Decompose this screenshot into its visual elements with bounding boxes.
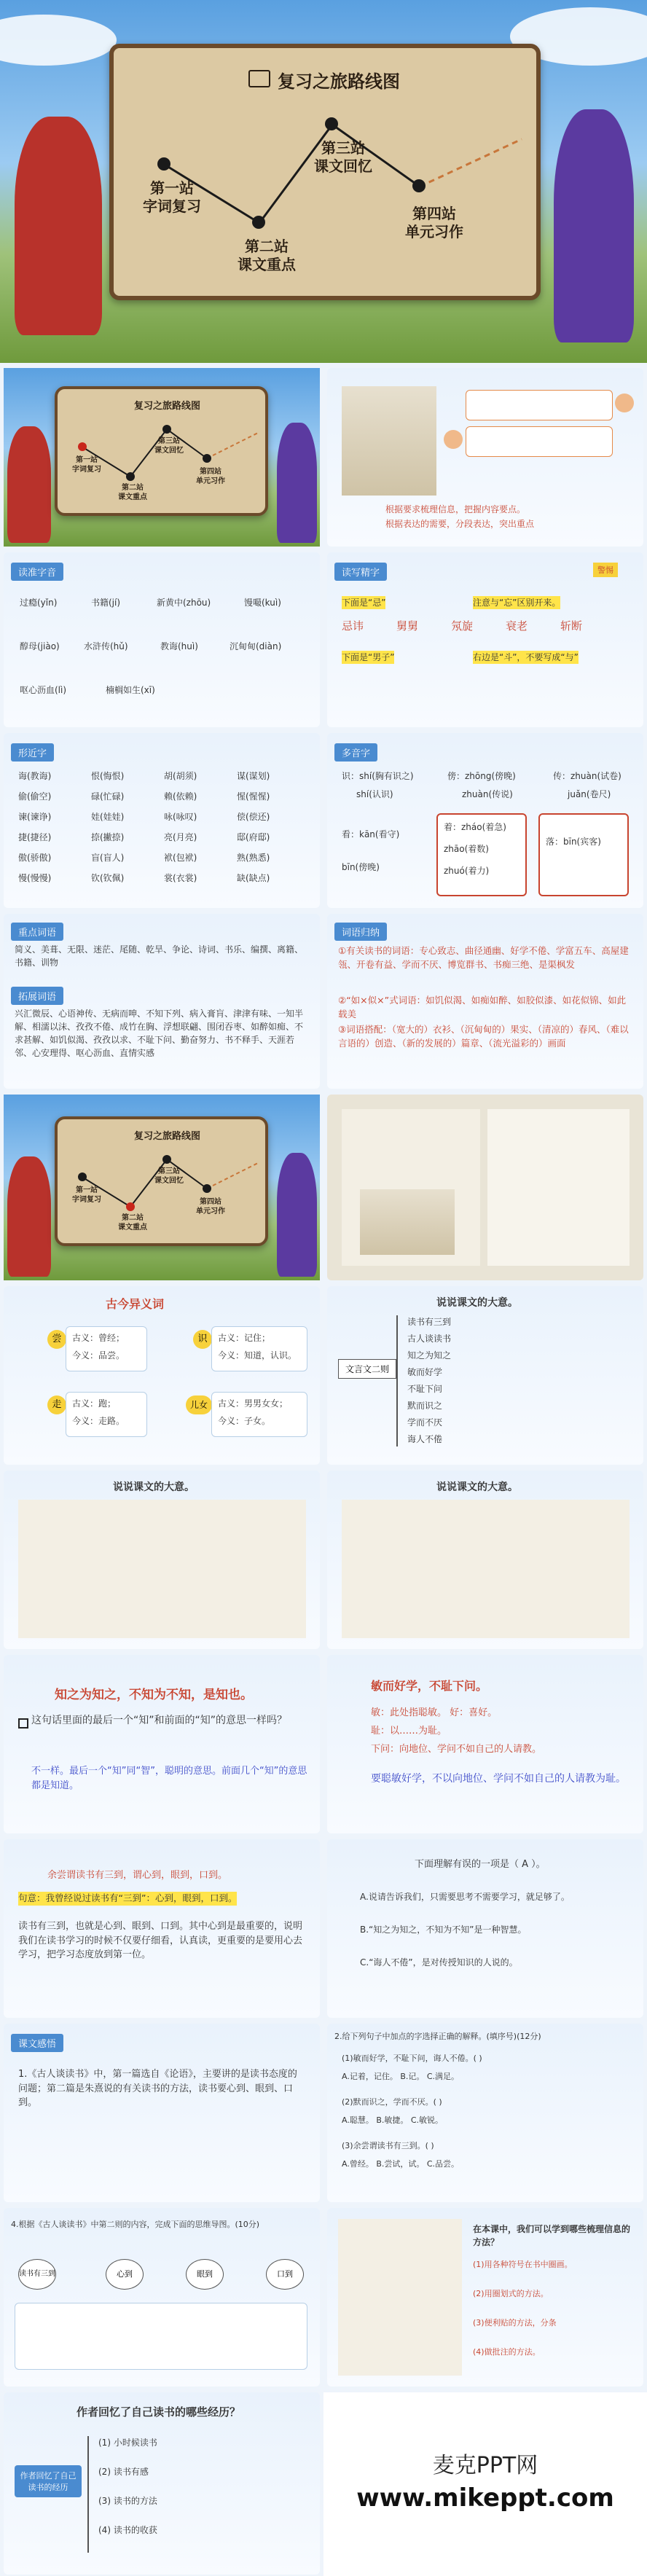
station-node-4 <box>203 1184 211 1193</box>
similar-char-item: 恨(悔恨) <box>91 771 125 781</box>
meaning-card: 古义：男男女女； 今义：子女。 <box>211 1392 307 1437</box>
section-tag: 多音字 <box>334 743 377 762</box>
pinyin-word: 水浒传(hǔ) <box>84 641 128 651</box>
station-node-1 <box>157 157 170 171</box>
similar-char-item: 谏(谏诤) <box>18 812 52 822</box>
word-summary-slide <box>327 914 643 1089</box>
station-4-label: 第四站 单元习作 <box>196 1198 225 1215</box>
child-left-figure <box>7 1156 51 1277</box>
station-node-1 <box>78 442 87 451</box>
similar-char-item: 盲(盲人) <box>91 853 125 863</box>
exercise-title: 2.给下列句子中加点的字选择正确的解释。(填序号)(12分) <box>334 2032 541 2041</box>
textbook-scan <box>338 2219 462 2376</box>
similar-char-item: 捺(撇捺) <box>91 832 125 842</box>
pinyin-word: 楠榈如生(xī) <box>106 685 155 695</box>
polyphone-row: zhuó(着力) <box>444 866 490 876</box>
summary-text: 要聪敏好学，不以向地位、学问不如自己的人请教为耻。 <box>371 1773 626 1785</box>
feeling-text: 1.《古人谈读书》中，第一篇选自《论语》，主要讲的是读书态度的问题；第二篇是朱熹说的有关读书的方法，读书要心到、眼到、口到。 <box>18 2069 297 2108</box>
char-item: 氖旋 <box>451 619 474 633</box>
polyphone-row: zhāo(着数) <box>444 844 489 854</box>
method-item: (4)做批注的方法。 <box>473 2347 541 2357</box>
method-item: (3)便利贴的方法，分条 <box>473 2318 557 2328</box>
question-text: 这句话里面的最后一个“知”和前面的“知”的意思一样吗？ <box>31 1715 288 1726</box>
title-sentence: 余尝谓读书有三到，谓心到，眼到，口到。 <box>47 1870 228 1881</box>
textbook-scan <box>18 1500 306 1638</box>
feeling-slide <box>4 2024 320 2202</box>
station-node-1 <box>78 1172 87 1181</box>
option-c: C.“诲人不倦”，是对传授知识的人说的。 <box>360 1957 518 1968</box>
char-item: 忌讳 <box>342 619 364 633</box>
station-3-label: 第三站 课文回忆 <box>154 1167 184 1185</box>
mindmap-center: 文言文二则 <box>338 1359 396 1379</box>
mindmap-item: 敏而好学 <box>407 1367 443 1377</box>
textbook-page-slide <box>327 1095 643 1280</box>
polyphone-row: bīn(傍晚) <box>342 862 380 872</box>
similar-char-item: 钦(钦佩) <box>91 873 125 883</box>
experience-item: (2) 读书有感 <box>98 2467 149 2477</box>
section-tag: 形近字 <box>11 743 54 762</box>
station-3-label: 第三站 课文回忆 <box>314 139 372 175</box>
mindmap-item: 学而不厌 <box>407 1417 443 1428</box>
exercise-slide <box>327 2024 643 2202</box>
route-map-scroll <box>55 386 268 516</box>
similar-char-item: 谋(谋划) <box>237 771 270 781</box>
route-map-slide-small <box>4 1095 320 1280</box>
diligent-slide <box>327 1655 643 1833</box>
similar-chars-slide <box>4 733 320 908</box>
pinyin-word: 新黄中(zhōu) <box>157 598 211 608</box>
experience-item: (3) 读书的方法 <box>98 2496 157 2506</box>
station-1-label: 第一站 字词复习 <box>72 456 101 474</box>
word-circle: 走 <box>47 1395 66 1414</box>
mindmap-node: 眼到 <box>186 2259 224 2290</box>
pinyin-word: 醇母(jiào) <box>20 641 60 651</box>
key-words-text: 简义、美葺、无限、迷茫、尾随、乾旱、争论、诗词、书乐、编撰、离籍、书籍、训物 <box>15 944 304 968</box>
char-item: 衰老 <box>506 619 528 633</box>
ancient-words-slide <box>4 1286 320 1465</box>
section-tag: 重点词语 <box>11 923 63 941</box>
station-3-label: 第三站 课文回忆 <box>154 437 184 455</box>
station-2-label: 第二站 课文重点 <box>238 238 296 273</box>
mindmap-item: 默而识之 <box>407 1401 443 1411</box>
mindmap-branch <box>87 2436 89 2553</box>
similar-char-item: 缺(缺点) <box>237 873 270 883</box>
summary-line: ②“如×似×”式词语：如饥似渴、如痴如醉、如胶似漆、如花似锦、如此载美 <box>338 995 627 1019</box>
similar-char-item: 慢(慢慢) <box>18 873 52 883</box>
speech-bubble <box>466 426 613 457</box>
key-words-slide <box>4 914 320 1089</box>
meaning-card: 古义：曾经； 今义：品尝。 <box>66 1326 147 1371</box>
word-circle: 儿女 <box>186 1395 212 1414</box>
mindmap-item: 不耻下问 <box>407 1384 443 1394</box>
station-node-4 <box>412 179 426 192</box>
child-left-figure <box>15 117 102 335</box>
experience-item: (4) 读书的收获 <box>98 2525 157 2535</box>
three-points-slide <box>4 1839 320 2018</box>
goal-text-1: 根据要求梳理信息，把握内容要点。 <box>385 504 526 514</box>
reading-guide-slide <box>327 368 643 547</box>
translation-text: 句意：我曾经说过读书有“三到”：心到，眼到，口到。 <box>18 1892 237 1906</box>
avatar <box>444 430 463 449</box>
mindmap-item: 知之为知之 <box>407 1350 452 1361</box>
char-grid <box>18 770 310 901</box>
exercise-row: (2)默而识之，学而不厌。( ) <box>342 2097 442 2107</box>
rule-note: 右边是“斗”，不要写成“与” <box>473 652 579 662</box>
station-node-3 <box>325 117 338 130</box>
char-item: 舅舅 <box>396 619 419 633</box>
gloss-line: 敏：此处指聪敏。 好：喜好。 <box>371 1707 498 1718</box>
summary-line: ③词语搭配：（宽大的）衣衫、（沉甸甸的）果实、（清凉的）春风、（难以言语的）创造、（新的发展的）篇章、（流光溢彩的）画面 <box>338 1024 629 1049</box>
hero-title: 复习之旅路线图 <box>278 71 400 92</box>
option-b: B.“知之为知之，不知为不知”是一种智慧。 <box>360 1925 527 1935</box>
textbook-page-right <box>487 1109 630 1266</box>
section-tag: 读准字音 <box>11 563 63 581</box>
polyphone-row: 传：zhuàn(试卷) <box>553 771 621 781</box>
station-4-label: 第四站 单元习作 <box>405 205 463 240</box>
station-node-2 <box>252 216 265 229</box>
word-circle: 尝 <box>47 1330 66 1349</box>
route-map-slide-small <box>4 368 320 547</box>
gloss-line: 下问：向地位、学问不如自己的人请教。 <box>371 1744 542 1755</box>
polyphone-row: juǎn(卷尺) <box>568 789 611 799</box>
similar-char-item: 亮(月亮) <box>164 832 197 842</box>
meaning-card: 古义：记住； 今义：知道，认识。 <box>211 1326 307 1371</box>
exercise-row: A.记着，记住。 B.记。 C.满足。 <box>342 2072 460 2081</box>
station-node-3 <box>162 425 171 434</box>
mindmap-node: 心到 <box>106 2259 144 2290</box>
know-question-slide <box>4 1655 320 1833</box>
slide-title: 说说课文的大意。 <box>113 1481 195 1493</box>
method-item: (1)用各种符号在书中圈画。 <box>473 2260 573 2269</box>
experience-slide <box>4 2392 320 2575</box>
exercise-row: A.曾经。 B.尝试，试。 C.品尝。 <box>342 2159 460 2169</box>
pronunciation-slide <box>4 552 320 727</box>
station-1-label: 第一站 字词复习 <box>72 1186 101 1204</box>
cloud <box>0 15 117 66</box>
pinyin-word: 呕心沥血(lì) <box>20 685 67 695</box>
method-item: (2)用圈划式的方法。 <box>473 2289 549 2298</box>
method-slide <box>327 2208 643 2387</box>
child-right-figure <box>277 423 317 543</box>
pinyin-word: 教诲(huì) <box>160 641 198 651</box>
similar-char-item: 裳(衣裳) <box>164 873 197 883</box>
similar-char-item: 咏(咏叹) <box>164 812 197 822</box>
pinyin-word: 过瘾(yǐn) <box>20 598 58 608</box>
pinyin-word: 沉甸甸(diàn) <box>230 641 282 651</box>
meaning-card: 古义：跑； 今义：走路。 <box>66 1392 147 1437</box>
exercise-row: (3)余尝谓读书有三到。( ) <box>342 2141 434 2150</box>
similar-char-item: 傲(骄傲) <box>18 853 52 863</box>
extended-words-text: 兴汇微辰、心语神传、无病而呻、不知下列、病入膏肓、津津有味、一知半解、相濡以沫、孜孜不倦、成竹在胸、浮想联翩、围闭吞枣、如醉如痴、不求甚解、如饥似渴、孜孜以求、不耻下问、勤奋努力、书不释手、天涯若邻、心安理得、呕心沥血、直情实感 <box>15 1009 304 1058</box>
quote-line: 知之为知之，不知为不知，是知也。 <box>55 1688 253 1702</box>
pinyin-word: 书籍(jí) <box>91 598 121 608</box>
mindmap-slide <box>327 1286 643 1465</box>
watermark-title: 麦克PPT网 <box>432 2453 538 2478</box>
mindmap-exercise-slide <box>4 2208 320 2387</box>
similar-char-item: 袱(包袱) <box>164 853 197 863</box>
watermark-panel <box>324 2392 647 2576</box>
exercise-row: A.聪慧。 B.敏捷。 C.敏锐。 <box>342 2115 444 2125</box>
landscape-painting <box>342 386 436 496</box>
goal-text-2: 根据表达的需要，分段表达，突出重点 <box>385 519 535 529</box>
polyphone-row: 落：bīn(宾客) <box>546 837 601 847</box>
summary-line: ①有关读书的词语：专心致志、曲径通幽、好学不倦、学富五车、高屋建瓴、开卷有益、学而不厌、博览群书、书痴三绝、是渠枫发 <box>338 945 629 970</box>
similar-char-item: 惺(惺惺) <box>237 791 270 802</box>
section-tag: 读写精字 <box>334 563 387 581</box>
rule-text: 下面是“男子” <box>342 652 395 662</box>
similar-char-item: 邸(府邸) <box>237 832 270 842</box>
mindmap-node: 口到 <box>266 2259 304 2290</box>
textbook-text-slide <box>327 1471 643 1649</box>
station-node-4 <box>203 454 211 463</box>
experience-item: (1) 小时候读书 <box>98 2438 157 2448</box>
checkbox-icon <box>18 1718 28 1729</box>
pinyin-word: 馒嘬(kuì) <box>244 598 281 608</box>
rule-text: 下面是“忌” <box>342 598 386 608</box>
section-tag: 课文感悟 <box>11 2034 63 2052</box>
explanation-text: 读书有三到，也就是心到、眼到、口到。其中心到是最重要的，说明我们在读书学习的时候不仅要仔细看，认真读，更重要的是要用心去学习，把学习态度放到第一位。 <box>18 1921 303 1960</box>
station-node-2 <box>126 1202 135 1211</box>
speech-bubble <box>466 390 613 420</box>
mindmap-item: 读书有三到 <box>407 1317 452 1327</box>
quote-line: 敏而好学，不耻下问。 <box>371 1679 488 1693</box>
polyphone-row: 看：kān(看守) <box>342 829 400 839</box>
exercise-row: (1)敏而好学，不耻下问，诲人不倦。( ) <box>342 2054 482 2063</box>
textbook-text-slide <box>4 1471 320 1649</box>
highlight-box <box>538 813 629 896</box>
rule-note: 注意与“忘”区别开来。 <box>473 598 561 608</box>
word-circle: 识 <box>193 1330 212 1349</box>
station-1-label: 第一站 字词复习 <box>143 179 201 215</box>
polyphone-row: 着：zháo(着急) <box>444 822 506 832</box>
similar-char-item: 熟(熟悉) <box>237 853 270 863</box>
mindmap-item: 诲人不倦 <box>407 1434 443 1444</box>
station-4-label: 第四站 单元习作 <box>196 468 225 485</box>
slide-title: 作者回忆了自己读书的哪些经历？ <box>77 2405 241 2419</box>
mindmap-branch <box>396 1315 398 1446</box>
slide-title: 古今异义词 <box>106 1297 165 1311</box>
writing-slide <box>327 552 643 727</box>
watermark-url: www.mikeppt.com <box>356 2483 614 2513</box>
section-tag: 拓展词语 <box>11 987 63 1005</box>
similar-char-item: 碌(忙碌) <box>91 791 125 802</box>
child-right-figure <box>554 109 634 342</box>
polyphone-row: 傍：zhōng(傍晚) <box>447 771 516 781</box>
station-2-label: 第二站 课文重点 <box>118 1214 147 1232</box>
station-2-label: 第二站 课文重点 <box>118 484 147 501</box>
polyphone-row: shí(认识) <box>356 789 393 799</box>
similar-char-item: 诲(教诲) <box>18 771 52 781</box>
section-tag: 词语归纳 <box>334 923 387 941</box>
similar-char-item: 胡(胡须) <box>164 771 197 781</box>
station-node-3 <box>162 1155 171 1164</box>
answer-box <box>15 2303 307 2370</box>
hero-title: 复习之旅路线图 <box>134 401 201 412</box>
polyphone-row: zhuàn(传说) <box>462 789 513 799</box>
hero-title: 复习之旅路线图 <box>134 1131 201 1142</box>
avatar <box>615 394 634 412</box>
polyphone-slide <box>327 733 643 908</box>
mindmap-item: 古人谈读书 <box>407 1334 452 1344</box>
option-a: A.说请告诉我们，只需要思考不需要学习，就足够了。 <box>360 1892 570 1902</box>
polyphone-row: 识：shí(胸有识之) <box>342 771 414 781</box>
child-left-figure <box>7 426 51 543</box>
similar-char-item: 偷(偷空) <box>18 791 52 802</box>
choice-question-slide <box>327 1839 643 2018</box>
slide-title: 在本课中，我们可以学到哪些梳理信息的方法？ <box>473 2224 631 2247</box>
warning-badge: 警惕 <box>593 563 618 577</box>
route-map-scroll <box>109 44 541 300</box>
mindmap-node: 读书有三到 <box>18 2259 56 2290</box>
similar-char-item: 偿(偿还) <box>237 812 270 822</box>
hero-slide <box>0 0 647 363</box>
station-node-2 <box>126 472 135 481</box>
slide-title: 说说课文的大意。 <box>436 1481 518 1493</box>
exercise-title: 4.根据《古人谈读书》中第二则的内容，完成下面的思维导图。(10分) <box>11 2220 260 2229</box>
gloss-line: 耻：以……为耻。 <box>371 1726 447 1737</box>
route-map-scroll <box>55 1116 268 1246</box>
similar-char-item: 捷(捷径) <box>18 832 52 842</box>
char-item: 斩断 <box>560 619 583 633</box>
mindmap-center: 作者回忆了自己读书的经历 <box>15 2465 82 2497</box>
scholar-illustration <box>360 1189 455 1255</box>
textbook-scan <box>342 1500 630 1638</box>
similar-char-item: 赖(依赖) <box>164 791 197 802</box>
slide-title: 说说课文的大意。 <box>436 1297 518 1309</box>
question-text: 下面理解有误的一项是（ A ）。 <box>415 1859 546 1870</box>
similar-char-item: 娃(娃娃) <box>91 812 125 822</box>
answer-text: 不一样。最后一个“知”同“智”，聪明的意思。前面几个“知”的意思都是知道。 <box>31 1766 307 1791</box>
child-right-figure <box>277 1153 317 1277</box>
